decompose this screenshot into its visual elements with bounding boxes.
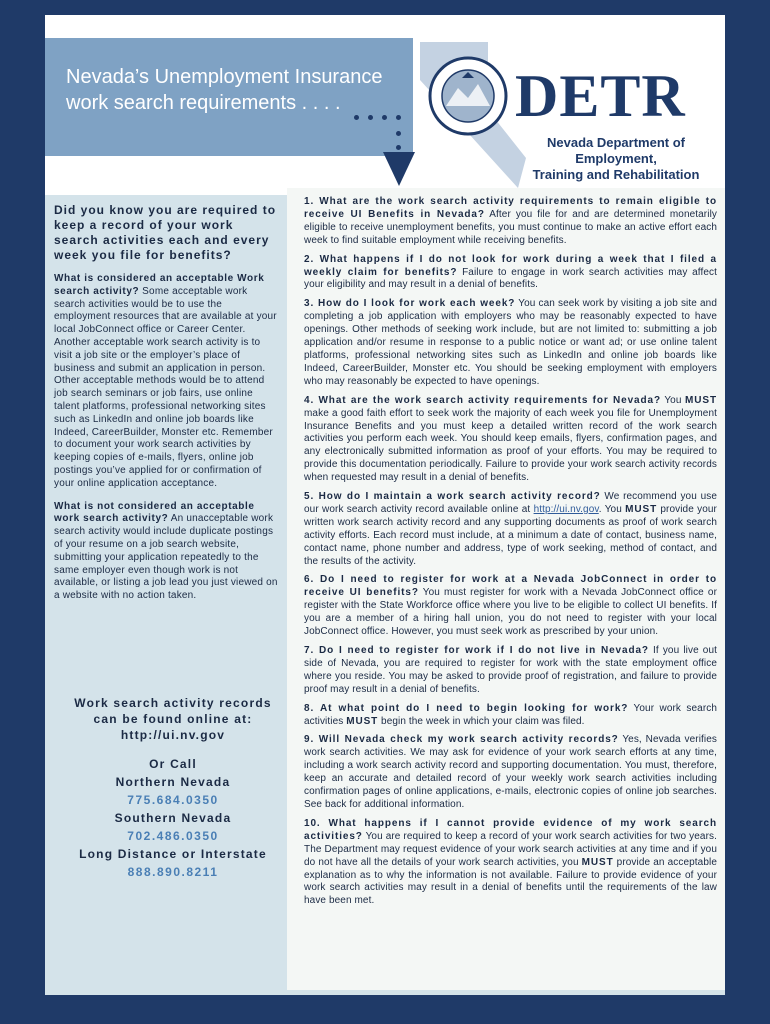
southern-nevada-label: Southern Nevada [114, 811, 232, 825]
long-distance-phone[interactable]: 888.890.8211 [127, 865, 219, 879]
lead-question: Did you know you are required to keep a record of your work search activities each and every week you file for benefits? [54, 203, 277, 262]
detr-logo: DETR [515, 63, 686, 129]
qa-item: 5. How do I maintain a work search activity record? We recommend you use our work search activity record available online at http://ui.nv.gov. You MUST provide your written work search activity record and any supporting documents as proof of work search activity efforts. Each record must include, at a minimum a date of contact, business name, contact name, phone number and address, type of work seeking, method of contact, and the results of the activity. [304, 491, 717, 567]
or-call-label: Or Call [149, 757, 197, 771]
title-line-1: Nevada’s Unemployment Insurance [66, 66, 383, 88]
down-arrow-icon [383, 152, 415, 186]
left-column [54, 203, 281, 613]
qa-item: 7. Do I need to register for work if I do not live in Nevada? If you live out side of Nevada, you are required to register for work with the state employment office where you reside. You may be asked to provide proof of registration, and failure to provide proof may result in a denial of benefits. [304, 645, 717, 695]
contact-line-1: Work search activity records [74, 696, 272, 710]
contact-line-2: can be found online at: [93, 712, 253, 726]
qa-item: 10. What happens if I cannot provide evidence of my work search activities? You are required to keep a record of your work search activities for two years. The Department may request evidence of your work search activities at any time and if you do not have all the details of your work search activities, you MUST provide an acceptable explanation as to why the information is not available. Failure to provide evidence of your work search activities may result in a denial of benefits until the requirements of the law have been met. [304, 817, 717, 907]
contact-box [58, 695, 288, 881]
qa-item: 1. What are the work search activity requirements to remain eligible to receive UI Benefits in Nevada? After you file for and are determined monetarily eligible to receive unemployment benefits, you must continue to make an active effort each week to find suitable employment while receiving benefits. [304, 196, 717, 246]
long-distance-label: Long Distance or Interstate [79, 847, 267, 861]
qa-item: 9. Will Nevada check my work search activity records? Yes, Nevada verifies work search activities. We may ask for evidence of your work search efforts at any time, including a work search activity record and supporting documentation. You must, therefore, keep an accurate and detailed record of your weekly work search activities including confirmation pages of online applications, e-mails, electronic copies of online job searches. See back for additional information. [304, 734, 717, 810]
northern-nevada-phone[interactable]: 775.684.0350 [127, 793, 219, 807]
page-title [66, 64, 406, 116]
qa-item: 4. What are the work search activity requirements for Nevada? You MUST make a good faith effort to seek work the majority of each week you file for Unemployment Insurance Benefits and you must keep a detailed written record of the work search activities you perform each week. You should keep emails, flyers, confirmation pages, and any electronically submitted information as proof of your efforts. You may be required to provide this documentation periodically. Failure to provide your work search activity records when requested may result in a denial of benefits. [304, 394, 717, 484]
ui-nv-gov-link[interactable]: http://ui.nv.gov [533, 503, 599, 515]
qa-list [304, 196, 717, 914]
title-line-2: work search requirements . . . . [66, 92, 341, 114]
southern-nevada-phone[interactable]: 702.486.0350 [127, 829, 219, 843]
qa-item: 6. Do I need to register for work at a Nevada JobConnect in order to receive UI benefits? You must register for work with a Nevada JobConnect office or register with the State Workforce office where you live to be eligible to collect UI benefits. If you are a member of a hiring hall union, you do not need to register with your local JobConnect office. However, you must seek work as prescribed by your union. [304, 574, 717, 638]
acceptable-activity-paragraph: What is considered an acceptable Work search activity? Some acceptable work search activities would be to use the employment resources that are available at your local JobConnect office or Career Center. Another acceptable work search activity is to visit a job site or the employer’s place of business and submit an application in person. Other acceptable methods would be to attend job search seminars or job fairs, use online talent platforms, professional networking sites such as LinkedIn and online job boards like Indeed, CareerBuilder, Monster etc. Remember to document your work search activities by keeping copies of e-mails, flyers, online job postings you’ve applied for or confirmation of your online application acceptance. [54, 273, 277, 489]
detr-logo-subtitle: Nevada Department of Employment, Training and Rehabilitation [532, 135, 700, 182]
contact-url-link[interactable]: http://ui.nv.gov [120, 728, 226, 742]
qa-item: 8. At what point do I need to begin looking for work? Your work search activities MUST begin the week in which your claim was filed. [304, 702, 718, 727]
unacceptable-activity-paragraph: What is not considered an acceptable work search activity? An unacceptable work search activity would include duplicate postings of your resume on a job search website, submitting your application repeatedly to the same employer even though work is not available, or listing a job lead you just viewed on a website with no action taken. [54, 500, 278, 602]
qa-item: 3. How do I look for work each week? You can seek work by visiting a job site and completing a job application with employers who may be reasonably expected to have openings. Other methods of seeking work include, but are not limited to: submitting a job application and/or resume in response to a public notice or want ad; or use online talent platforms, professional networking sites such as LinkedIn and online job boards like Indeed, CareerBuilder, Monster etc. You should be seeking employment with employers who may reasonably be expected to have openings. [304, 298, 717, 387]
nevada-seal-logo [418, 40, 528, 190]
northern-nevada-label: Northern Nevada [115, 775, 231, 789]
qa-item: 2. What happens if I do not look for work during a week that I filed a weekly claim for benefits? Failure to engage in work search activities may affect your eligibility and may result in a denial of benefits. [304, 253, 717, 291]
